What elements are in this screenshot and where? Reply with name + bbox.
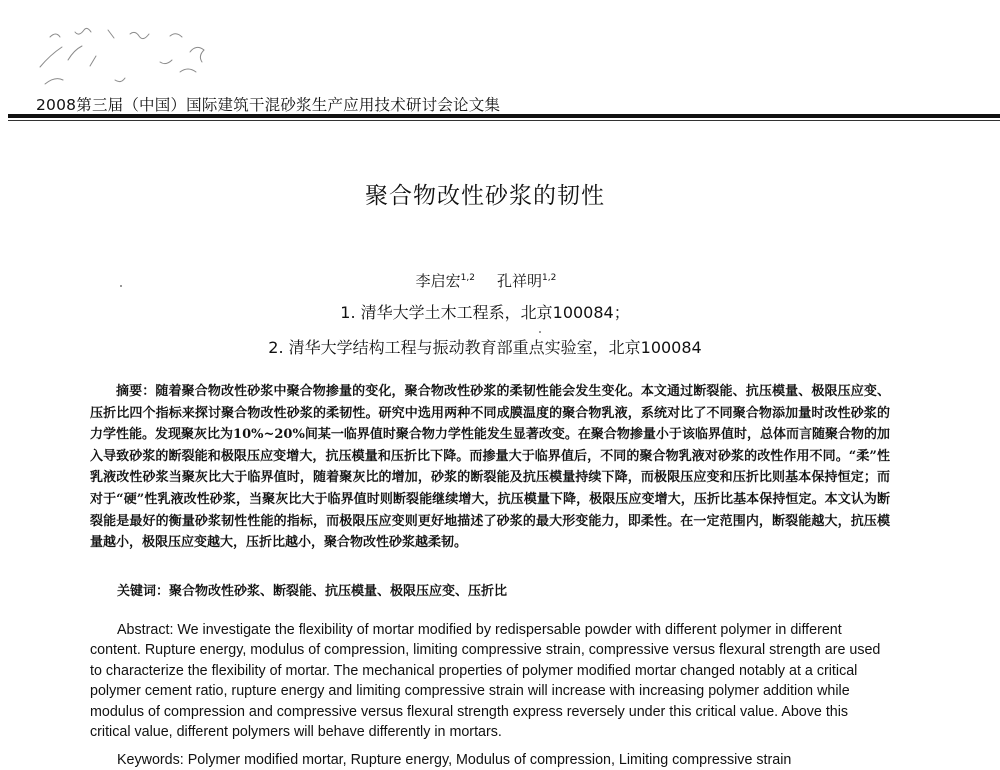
author-affiliation-marker: 1,2 <box>460 273 475 283</box>
affiliation-1: 1. 清华大学土木工程系，北京100084； <box>340 303 630 322</box>
scan-speck <box>120 285 122 287</box>
proceedings-header: 2008第三届（中国）国际建筑干混砂浆生产应用技术研讨会论文集 <box>36 96 501 114</box>
author-list <box>0 270 972 291</box>
header-rule-thick <box>8 114 1000 118</box>
chinese-keywords: 关键词：聚合物改性砂浆、断裂能、抗压模量、极限压应变、压折比 <box>117 584 508 599</box>
scan-speck <box>539 331 541 333</box>
author-name: 孔祥明 <box>497 272 543 290</box>
affiliation-2: 2. 清华大学结构工程与振动教育部重点实验室，北京100084 <box>268 338 702 357</box>
handwritten-mark <box>20 22 230 92</box>
author-name: 李启宏 <box>415 272 461 290</box>
english-keywords-partial: Keywords: Polymer modified mortar, Rupture energy, Modulus of compression, Limiting compressive strain <box>117 752 792 768</box>
paper-title: 聚合物改性砂浆的韧性 <box>365 183 605 209</box>
english-abstract: Abstract: We investigate the flexibility of mortar modified by redispersable powder with different polymer in different content. Rupture energy, modulus of compression, limiting compressive strain, compressive versus flexural strength are used to characterize the flexibility of mortar. The mechanical properties of polymer modified mortar changed notably at a critical polymer cement ratio, rupture energy and limiting compressive strain will increase with increasing polymer addition while modulus of compression and compressive versus flexural strength express reversely under this critical value. Above this critical value, different polymers will behave differently in mortars. <box>90 622 881 741</box>
author-affiliation-marker: 1,2 <box>542 273 557 283</box>
header-rule-thin <box>8 120 1000 121</box>
chinese-abstract: 摘要：随着聚合物改性砂浆中聚合物掺量的变化，聚合物改性砂浆的柔韧性能会发生变化。本文通过断裂能、抗压模量、极限压应变、压折比四个指标来探讨聚合物改性砂浆的柔韧性。研究中选用两种不同成膜温度的聚合物乳液，系统对比了不同聚合物添加量时改性砂浆的力学性能。发现聚灰比为10%~20%间某一临界值时聚合物力学性能发生显著改变。在聚合物掺量小于该临界值时，总体而言随聚合物的加入导致砂浆的断裂能和极限压应变增大，抗压模量和压折比下降。而掺量大于临界值后，不同的聚合物乳液对砂浆的改性作用不同。“柔”性乳液改性砂浆当聚灰比大于临界值时，随着聚灰比的增加，砂浆的断裂能及抗压模量持续下降，而极限压应变和压折比则基本保持恒定；而对于“硬”性乳液改性砂浆，当聚灰比大于临界值时则断裂能继续增大，抗压模量下降，极限压应变增大，压折比基本保持恒定。本文认为断裂能是最好的衡量砂浆韧性性能的指标，而极限压应变则更好地描述了砂浆的最大形变能力，即柔性。在一定范围内，断裂能越大，抗压模量越小，极限压应变越大，压折比越小，聚合物改性砂浆越柔韧。 <box>90 384 890 551</box>
